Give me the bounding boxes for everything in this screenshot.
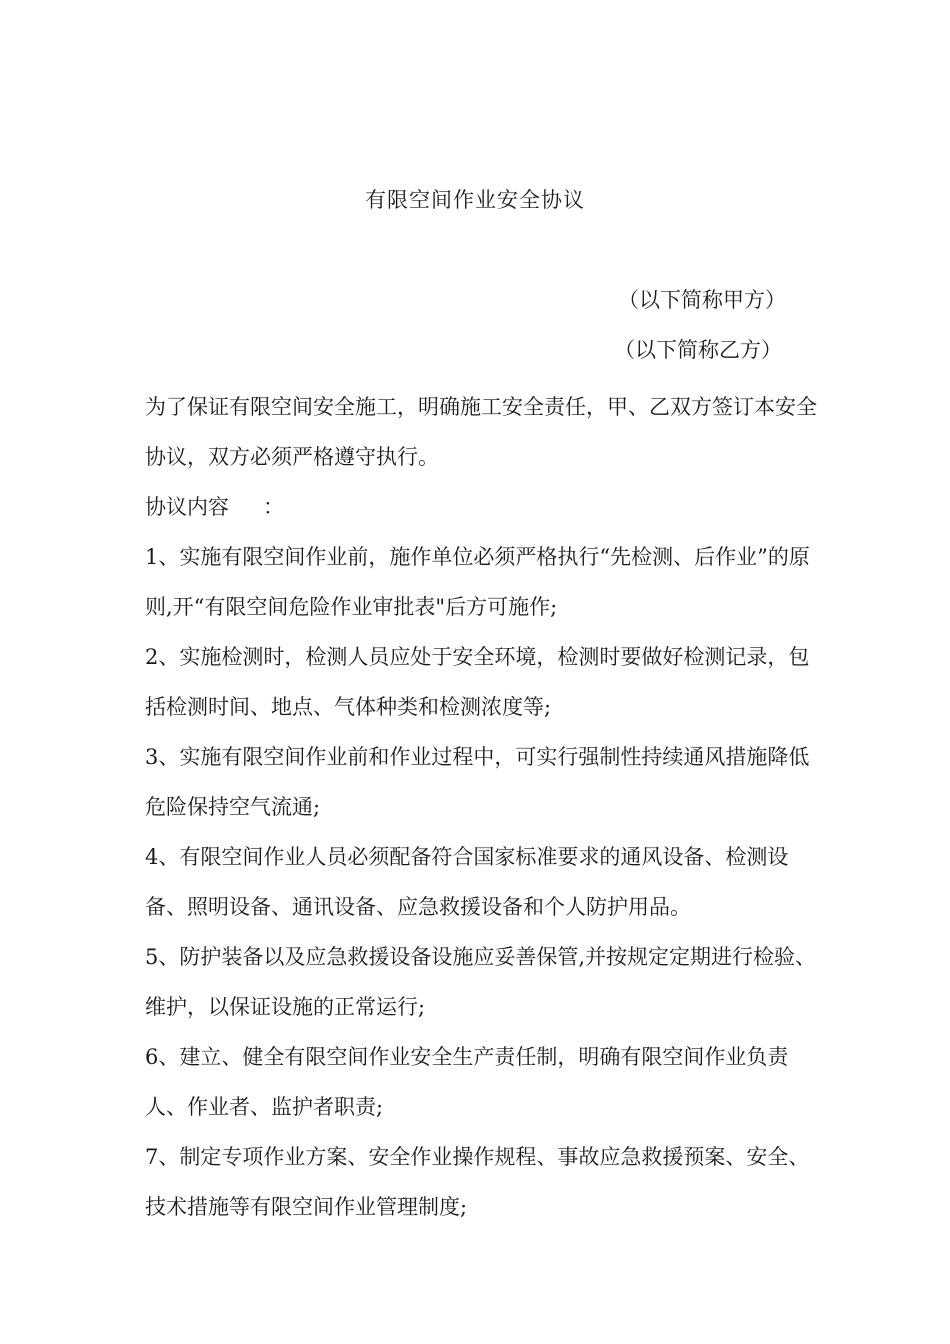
intro-paragraph: 为了保证有限空间安全施工，明确施工安全责任，甲、乙双方签订本安全协议，双方必须严格遵守执行。 bbox=[145, 395, 817, 469]
party-b-line: （以下简称乙方） bbox=[614, 338, 782, 362]
clause-3: 3、实施有限空间作业前和作业过程中，可实行强制性持续通风措施降低危险保持空气流通; bbox=[145, 745, 810, 819]
contents-colon: ： bbox=[263, 495, 284, 519]
clause-1: 1、实施有限空间作业前，施作单位必须严格执行“先检测、后作业”的原则,开“有限空间危险作业审批表"后方可施作; bbox=[145, 545, 810, 619]
clause-5: 5、防护装备以及应急救援设备设施应妥善保管,并按规定定期进行检验、维护，以保证设施的正常运行; bbox=[145, 945, 817, 1019]
document-body bbox=[145, 382, 825, 1232]
clause-2: 2、实施检测时，检测人员应处于安全环境，检测时要做好检测记录，包括检测时间、地点、气体种类和检测浓度等; bbox=[145, 645, 810, 719]
contents-heading bbox=[145, 482, 825, 532]
clause-6: 6、建立、健全有限空间作业安全生产责任制，明确有限空间作业负责人、作业者、监护者职责; bbox=[145, 1045, 789, 1119]
clause-7: 7、制定专项作业方案、安全作业操作规程、事故应急救援预案、安全、技术措施等有限空间作业管理制度; bbox=[145, 1145, 810, 1219]
clause-4: 4、有限空间作业人员必须配备符合国家标准要求的通风设备、检测设备、照明设备、通讯设备、应急救援设备和个人防护用品。 bbox=[145, 845, 789, 919]
contents-label: 协议内容 bbox=[145, 495, 229, 519]
party-a-line: （以下简称甲方） bbox=[618, 288, 786, 312]
document-title: 有限空间作业安全协议 bbox=[365, 188, 585, 212]
